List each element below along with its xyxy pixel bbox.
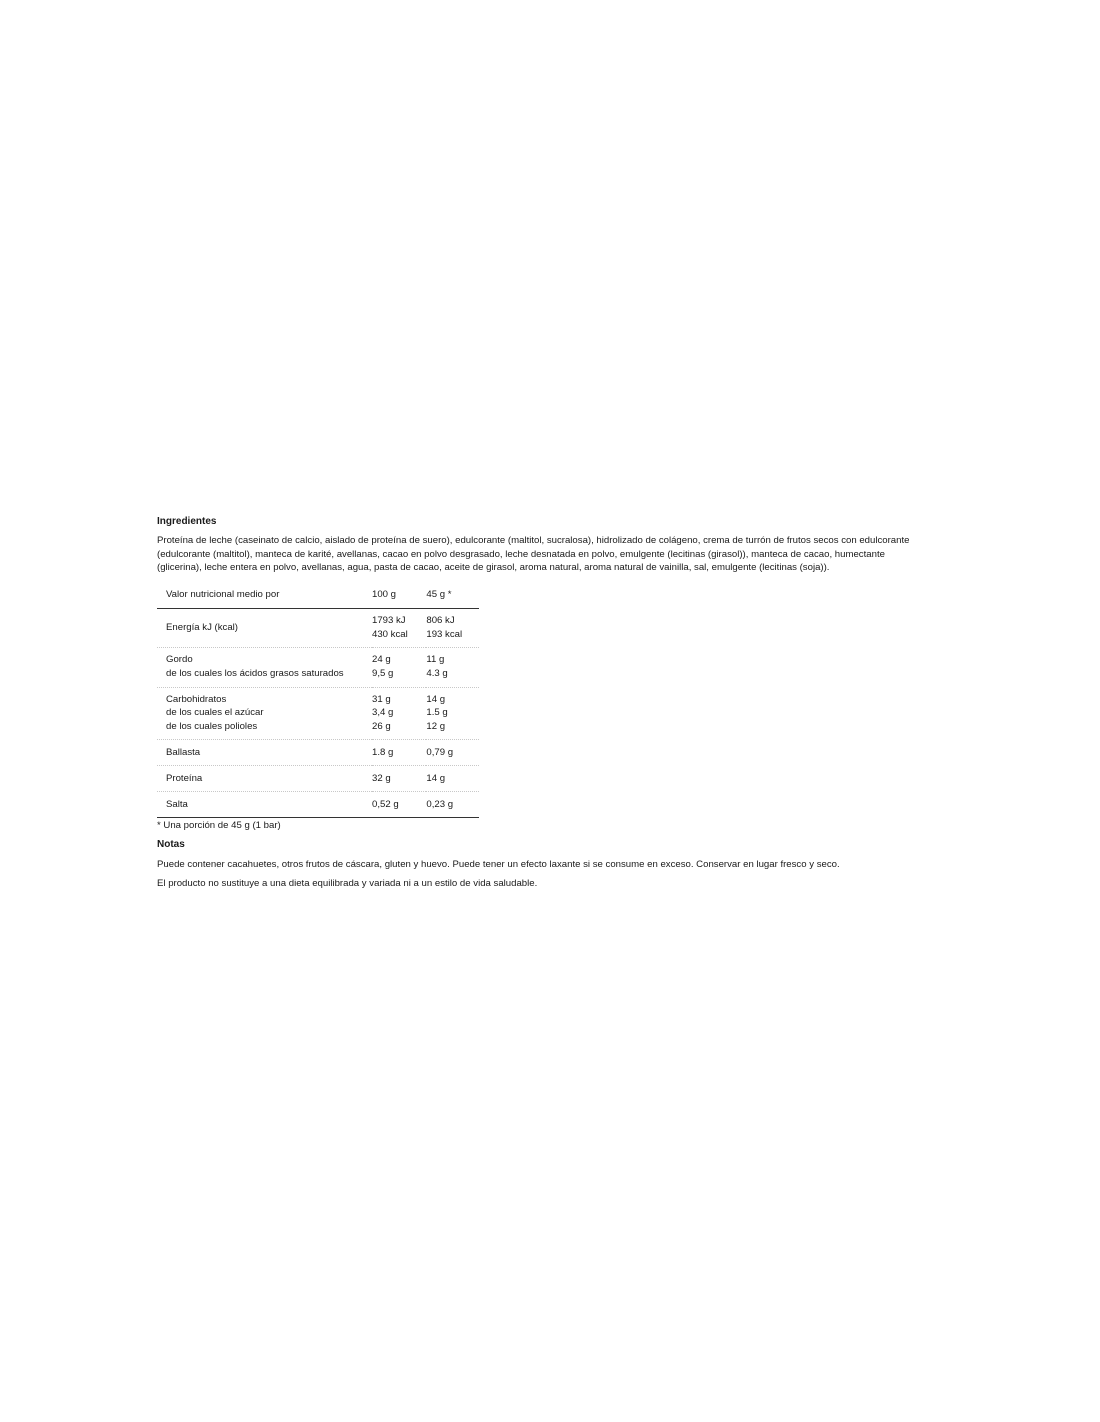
row-label-line: de los cuales los ácidos grasos saturados — [166, 668, 344, 680]
table-row-fibre — [157, 740, 479, 766]
row-value-45g: 0,79 g — [426, 747, 454, 759]
row-value-45g — [426, 609, 479, 648]
value-line: 26 g — [372, 720, 391, 732]
value-line: 11 g — [426, 654, 445, 666]
value-line: 31 g — [372, 693, 391, 705]
row-label-line: Carbohidratos — [166, 693, 227, 705]
row-value-100g — [372, 648, 426, 687]
nutrition-header-45g: 45 g * — [426, 581, 479, 609]
row-label-line: de los cuales polioles — [166, 720, 258, 732]
value-line: 1.5 g — [426, 707, 448, 719]
row-value-100g: 1.8 g — [372, 747, 394, 759]
ingredients-text: Proteína de leche (caseinato de calcio, aislado de proteína de suero), edulcorante (maltitol, sucralosa), hidrolizado de colágeno, crema de turrón de frutos secos con edulcorante (edulcorante (maltitol), manteca de karité, avellanas, cacao en polvo desgrasado, leche desnatada en polvo, emulgente (lecitinas (girasol)), manteca de cacao, humectante (glicerina), leche entera en polvo, avellanas, agua, pasta de cacao, aceite de girasol, aroma natural, aroma natural de vainilla, sal, emulgente (lecitinas (soja)). — [157, 535, 910, 574]
value-line: 806 kJ — [426, 615, 455, 627]
row-value-45g — [426, 687, 479, 740]
row-label — [157, 687, 372, 740]
row-value-100g: 0,52 g — [372, 799, 399, 811]
table-row-carbohydrates — [157, 687, 479, 740]
row-label-line: Energía kJ (kcal) — [166, 622, 238, 634]
value-line: 3,4 g — [372, 707, 394, 719]
row-value-45g: 0,23 g — [426, 799, 454, 811]
value-line: 193 kcal — [426, 628, 463, 640]
row-value-45g: 14 g — [426, 773, 446, 785]
notes-heading: Notas — [157, 839, 185, 851]
row-label-line: de los cuales el azúcar — [166, 707, 264, 719]
row-value-45g — [426, 648, 479, 687]
notes-paragraph: El producto no sustituye a una dieta equilibrada y variada ni a un estilo de vida saludable. — [157, 878, 538, 890]
nutrition-header-row — [157, 581, 479, 609]
product-info — [157, 514, 932, 891]
value-line: 1793 kJ — [372, 615, 406, 627]
ingredients-heading: Ingredientes — [157, 516, 217, 527]
value-line: 12 g — [426, 720, 446, 732]
nutrition-table — [157, 581, 479, 819]
value-line: 24 g — [372, 654, 391, 666]
row-value-100g — [372, 687, 426, 740]
row-label: Proteína — [166, 773, 203, 785]
value-line: 9,5 g — [372, 668, 394, 680]
row-label: Ballasta — [166, 747, 201, 759]
row-label — [157, 609, 372, 648]
nutrition-header-100g: 100 g — [372, 581, 426, 609]
notes-paragraph: Puede contener cacahuetes, otros frutos de cáscara, gluten y huevo. Puede tener un efecto laxante si se consume en exceso. Conservar en lugar fresco y seco. — [157, 859, 840, 871]
row-label-line: Gordo — [166, 654, 193, 666]
table-row-energy — [157, 609, 479, 648]
value-line: 430 kcal — [372, 628, 408, 640]
row-label: Salta — [166, 799, 188, 811]
table-row-fat — [157, 648, 479, 687]
row-value-100g — [372, 609, 426, 648]
nutrition-header-label: Valor nutricional medio por — [157, 581, 372, 609]
table-row-salt — [157, 792, 479, 818]
row-value-100g: 32 g — [372, 773, 391, 785]
table-row-protein — [157, 766, 479, 792]
value-line: 4.3 g — [426, 668, 448, 680]
portion-footnote: * Una porción de 45 g (1 bar) — [157, 820, 281, 832]
row-label — [157, 648, 372, 687]
value-line: 14 g — [426, 693, 446, 705]
